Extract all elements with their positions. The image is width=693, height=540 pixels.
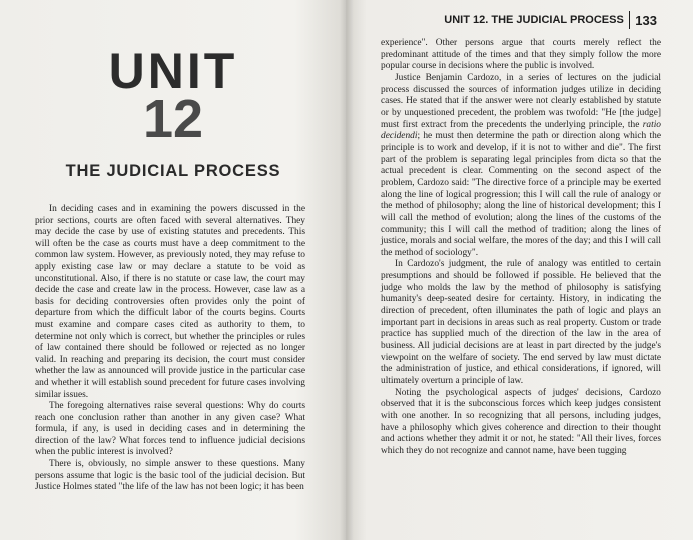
left-page [0, 0, 346, 540]
paragraph [381, 73, 661, 260]
paragraph: There is, obviously, no simple answer to these questions. Many persons assume that logic is the basic tool of the judicial decision. But Justice Holmes stated "the life of the law has not been logic; it has been [35, 459, 305, 493]
unit-heading: UNIT [108, 43, 238, 99]
paragraph-text: Justice Benjamin Cardozo, in a series of lectures on the judicial process discussed the sources of information judges utilize in deciding cases. He stated that if the answer were not clearly established by statute or by unquestioned precedent, the problem was twofold: "He [the judge] must first extract from the precedents the underlying principle, the [381, 72, 661, 130]
left-body-text [35, 204, 305, 494]
unit-number: 12 [142, 89, 204, 149]
header-divider [629, 11, 631, 29]
paragraph-text: ; he must then determine the path or direction along which the principle is to work and develop, if it is not to wither and die". The first part of the problem is separating legal principles from dicta so that the actual precedent is clear. Commenting on the second aspect of the problem, Cardozo said: "The directive force of a principle may be exerted along the line of logical progression; this I will call the rule of analogy or the method of philosophy; along the line of historical development; this I will call the method of evolution; along the lines of the customs of the community; this I will call the method of tradition; along the lines of justice, morals and social welfare, the mores of the day; and this I will call the method of sociology". [381, 131, 661, 258]
running-head [444, 11, 657, 29]
chapter-title: THE JUDICIAL PROCESS [65, 162, 281, 180]
paragraph: In deciding cases and in examining the powers discussed in the prior sections, courts are often faced with several alternatives. They may decide the case by use of existing statutes and precedents. This will often be the case as courts must have a deep commitment to the common law system. However, as previously noted, they may refuse to apply existing case law or may declare a statute to be void as unconstitutional. Also, if there is no statute or case law, the court may decide the case and create law in the process. However, case law as a basis for deciding controversies often provides only the point of departure from which the difficult labor of the courts begins. Courts must examine and compare cases cited as authority to them, to determine not only which is correct, but whether the principles or rules of law contained there should be followed or rejected as no longer valid. In reaching and preparing its decision, the court must consider whether the law as announced will provide justice in the particular case and whether it will establish sound precedent for future cases involving similar issues. [35, 204, 305, 400]
book-gutter [340, 0, 354, 540]
latin-term: ratio decidendi [381, 119, 661, 142]
running-head-title: UNIT 12. THE JUDICIAL PROCESS [444, 14, 624, 26]
right-body-text [381, 38, 661, 458]
paragraph: The foregoing alternatives raise several questions: Why do courts reach one conclusion rather than another in any given case? What formula, if any, is used in deciding cases and in determining the direction of the law? What forces tend to influence judicial decisions when the public interest is involved? [35, 401, 305, 458]
paragraph: Noting the psychological aspects of judges' decisions, Cardozo observed that it is the subconscious forces which keep judges consistent with one another. In so recognizing that all persons, including judges, have a philosophy which gives coherence and direction to their thought and actions whether they admit it or not, he stated: "All their lives, forces which they do not recognize and cannot name, have been tugging [381, 387, 661, 456]
paragraph: experience". Other persons argue that courts merely reflect the predominant attitude of the times and that they simply follow the more popular course in decisions where the public is involved. [381, 38, 661, 72]
paragraph: In Cardozo's judgment, the rule of analogy was entitled to certain presumptions and should be followed if possible. He believed that the judge who molds the law by the method of philosophy is satisfying humanity's deep-seated desire for certainty. History, in indicating the direction of precedent, often illuminates the path of logic and plays an important part in decisions in areas such as real property. Custom or trade practice has supplied much of the direction of the law in the area of business. All judicial decisions are at least in part directed by the judge's viewpoint on the welfare of society. The end served by law must dictate the administration of justice, and ethical considerations, if ignored, will ultimately overturn a principle of law. [381, 259, 661, 387]
page-number: 133 [635, 12, 657, 28]
